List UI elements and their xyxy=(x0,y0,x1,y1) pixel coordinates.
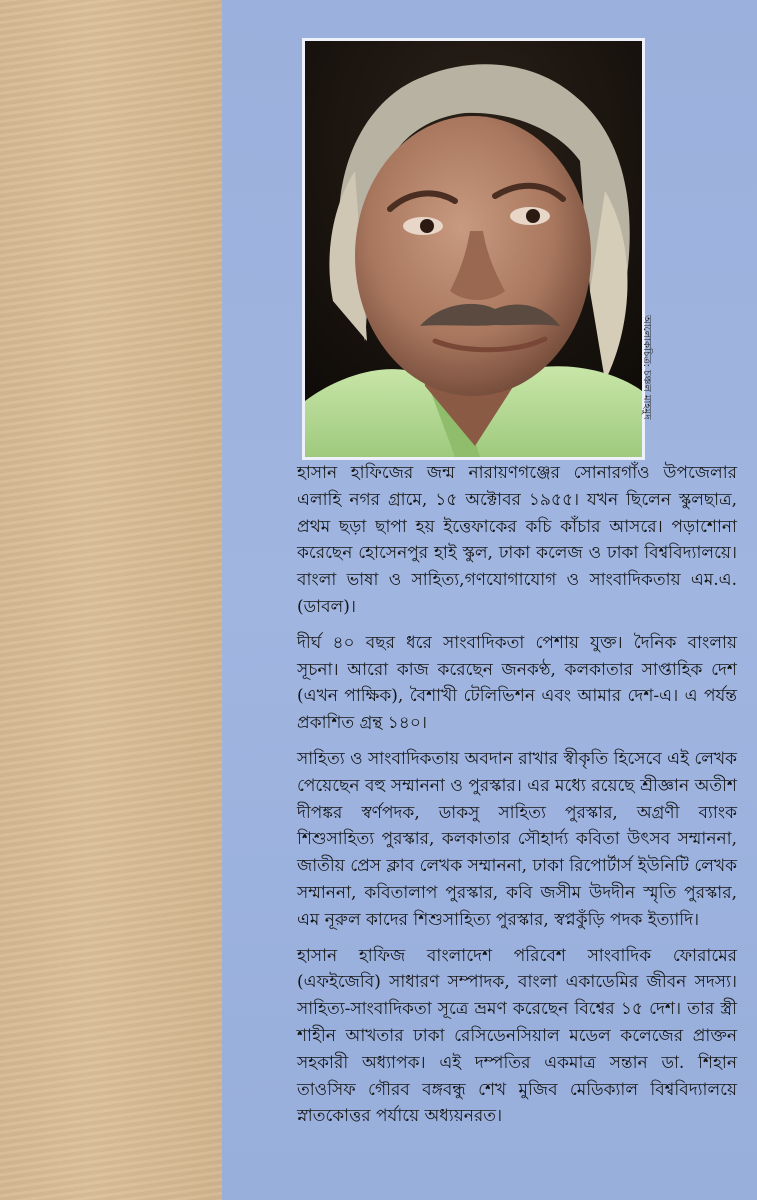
bio-paragraph: সাহিত্য ও সাংবাদিকতায় অবদান রাখার স্বীকৃতি হিসেবে এই লেখক পেয়েছেন বহু সম্মাননা ও পুরস্কার। এর মধ্যে রয়েছে শ্রীজ্ঞান অতীশ দীপঙ্কর স্বর্ণপদক, ডাকসু সাহিত্য পুরস্কার, অগ্রণী ব্যাংক শিশুসাহিত্য পুরস্কার, কলকাতার সৌহার্দ্য কবিতা উৎসব সম্মাননা, জাতীয় প্রেস ক্লাব লেখক সম্মাননা, ঢাকা রিপোর্টার্স ইউনিটি লেখক সম্মাননা, কবিতালাপ পুরস্কার, কবি জসীম উদদীন স্মৃতি পুরস্কার, এম নূরুল কাদের শিশুসাহিত্য পুরস্কার, স্বপ্নকুঁড়ি পদক ইত্যাদি। xyxy=(297,748,737,930)
book-spine xyxy=(0,0,222,1200)
bio-paragraph: দীর্ঘ ৪০ বছর ধরে সাংবাদিকতা পেশায় যুক্ত। দৈনিক বাংলায় সূচনা। আরো কাজ করেছেন জনকণ্ঠ, কলকাতার সাপ্তাহিক দেশ (এখন পাক্ষিক), বৈশাখী টেলিভিশন এবং আমার দেশ-এ। এ পর্যন্ত প্রকাশিত গ্রন্থ ১৪০। xyxy=(297,632,737,734)
author-portrait-image xyxy=(305,41,642,457)
author-photo xyxy=(302,38,645,460)
photo-credit: আলোকচিত্র: চঞ্চল মাহমুদ xyxy=(641,315,652,420)
author-bio xyxy=(297,460,737,1139)
bio-paragraph: হাসান হাফিজ বাংলাদেশ পরিবেশ সাংবাদিক ফোরামের (এফইজেবি) সাধারণ সম্পাদক, বাংলা একাডেমির জীবন সদস্য। সাহিত্য-সাংবাদিকতা সূত্রে ভ্রমণ করেছেন বিশ্বের ১৫ দেশ। তার স্ত্রী শাহীন আখতার ঢাকা রেসিডেনসিয়াল মডেল কলেজের প্রাক্তন সহকারী অধ্যাপক। এই দম্পতির একমাত্র সন্তান ডা. শিহান তাওসিফ গৌরব বঙ্গবন্ধু শেখ মুজিব মেডিক্যাল বিশ্ববিদ্যালয়ে স্নাতকোত্তর পর্যায়ে অধ্যয়নরত। xyxy=(297,945,737,1127)
bio-paragraph: হাসান হাফিজের জন্ম নারায়ণগঞ্জের সোনারগাঁও উপজেলার এলাহি নগর গ্রামে, ১৫ অক্টোবর ১৯৫৫। যখন ছিলেন স্কুলছাত্র, প্রথম ছড়া ছাপা হয় ইত্তেফাকের কচি কাঁচার আসরে। পড়াশোনা করেছেন হোসেনপুর হাই স্কুল, ঢাকা কলেজ ও ঢাকা বিশ্ববিদ্যালয়ে। বাংলা ভাষা ও সাহিত্য,গণযোগাযোগ ও সাংবাদিকতায় এম.এ.(ডাবল)। xyxy=(297,463,737,617)
back-cover xyxy=(222,0,757,1200)
